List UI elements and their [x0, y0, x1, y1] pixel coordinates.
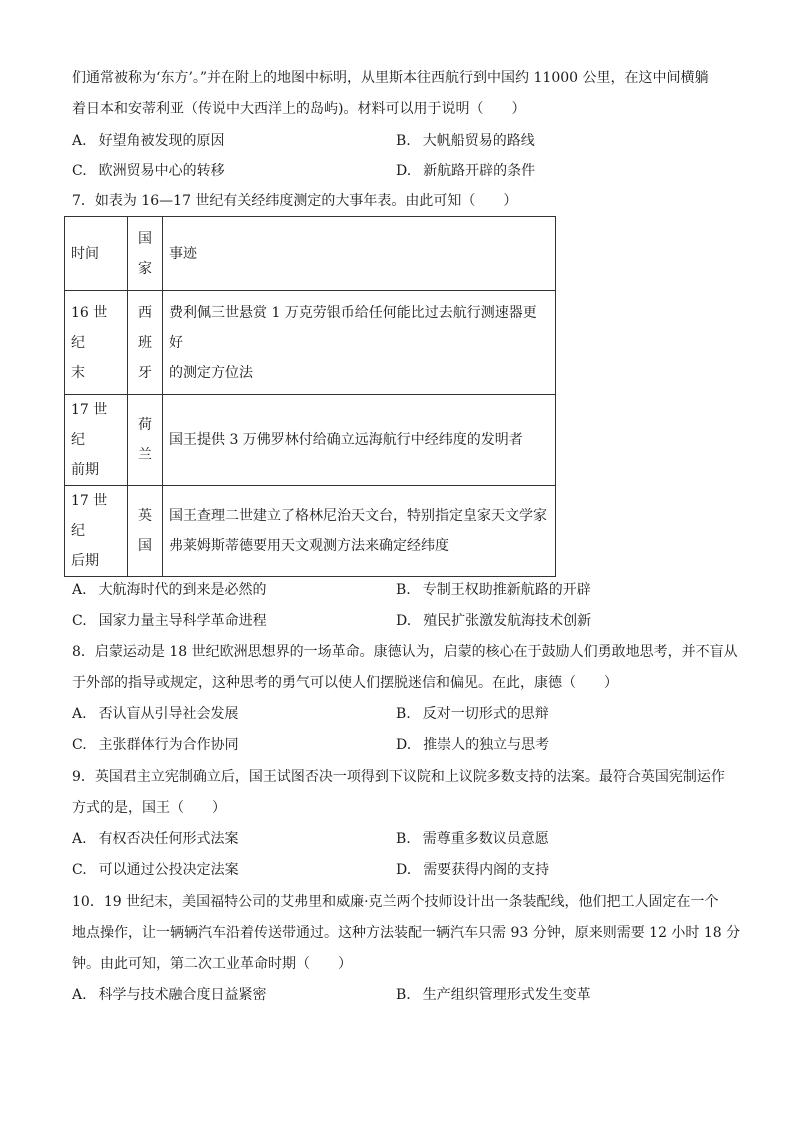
header-time: 时间	[65, 217, 128, 291]
q8-option-a[interactable]: A. 否认盲从引导社会发展	[72, 706, 239, 722]
row-event: 费利佩三世悬赏 1 万克劳银币给任何能比过去航行测速器更好 的测定方位法	[163, 291, 556, 395]
q7-option-a[interactable]: A. 大航海时代的到来是必然的	[72, 582, 267, 598]
q7-option-d[interactable]: D. 殖民扩张激发航海技术创新	[396, 613, 592, 629]
table-row	[65, 486, 556, 577]
q10-stem-line-2: 地点操作，让一辆辆汽车沿着传送带通过。这种方法装配一辆汽车只需 93 分钟，原来则需要 12 小时 18 分	[72, 925, 741, 941]
q10-option-a[interactable]: A. 科学与技术融合度日益紧密	[72, 987, 267, 1003]
q6-option-b[interactable]: B. 大帆船贸易的路线	[396, 133, 535, 149]
q8-stem-line-2: 于外部的指导或规定，这种思考的勇气可以使人们摆脱迷信和偏见。在此，康德（ ）	[72, 675, 618, 691]
q10-stem-line-3: 钟。由此可知，第二次工业革命时期（ ）	[72, 956, 352, 972]
row-time: 17 世纪 后期	[65, 486, 128, 577]
q7-option-b[interactable]: B. 专制王权助推新航路的开辟	[396, 582, 591, 598]
q6-stem-line-1: 们通常被称为‘东方’。”并在附上的地图中标明，从里斯本往西航行到中国约 11000 公里，在这中间横躺	[72, 70, 709, 86]
q9-option-d[interactable]: D. 需要获得内阁的支持	[396, 862, 550, 878]
q10-option-b[interactable]: B. 生产组织管理形式发生变革	[396, 987, 591, 1003]
q7-events-table	[64, 216, 556, 577]
row-country: 英 国	[128, 486, 163, 577]
table-header-row	[65, 217, 556, 291]
q6-option-d[interactable]: D. 新航路开辟的条件	[396, 163, 536, 179]
table-row	[65, 291, 556, 395]
q8-option-d[interactable]: D. 推崇人的独立与思考	[396, 737, 550, 753]
table-row	[65, 395, 556, 486]
q9-stem-line-2: 方式的是，国王（ ）	[72, 800, 226, 816]
row-event: 国王查理二世建立了格林尼治天文台，特别指定皇家天文学家 弗莱姆斯蒂德要用天文观测方法来确定经纬度	[163, 486, 556, 577]
q7-option-c[interactable]: C. 国家力量主导科学革命进程	[72, 613, 267, 629]
q6-stem-line-2: 着日本和安蒂利亚（传说中大西洋上的岛屿)。材料可以用于说明（ ）	[72, 101, 526, 117]
q6-option-c[interactable]: C. 欧洲贸易中心的转移	[72, 163, 225, 179]
header-event: 事迹	[163, 217, 556, 291]
row-country: 西 班 牙	[128, 291, 163, 395]
q9-option-c[interactable]: C. 可以通过公投决定法案	[72, 862, 239, 878]
q9-option-a[interactable]: A. 有权否决任何形式法案	[72, 831, 239, 847]
row-country: 荷 兰	[128, 395, 163, 486]
row-event: 国王提供 3 万佛罗林付给确立远海航行中经纬度的发明者	[163, 395, 556, 486]
header-country: 国 家	[128, 217, 163, 291]
q6-option-a[interactable]: A. 好望角被发现的原因	[72, 133, 225, 149]
q8-stem-line-1: 8．启蒙运动是 18 世纪欧洲思想界的一场革命。康德认为，启蒙的核心在于鼓励人们勇敢地思考，并不盲从	[72, 644, 738, 660]
q8-option-b[interactable]: B. 反对一切形式的思辩	[396, 706, 549, 722]
q10-stem-line-1: 10．19 世纪末，美国福特公司的艾弗里和威廉·克兰两个技师设计出一条装配线，他们把工人固定在一个	[72, 894, 719, 910]
q7-stem: 7．如表为 16—17 世纪有关经纬度测定的大事年表。由此可知（ ）	[72, 193, 518, 209]
row-time: 16 世纪 末	[65, 291, 128, 395]
q9-stem-line-1: 9．英国君主立宪制确立后，国王试图否决一项得到下议院和上议院多数支持的法案。最符合英国宪制运作	[72, 769, 725, 785]
q9-option-b[interactable]: B. 需尊重多数议员意愿	[396, 831, 549, 847]
q8-option-c[interactable]: C. 主张群体行为合作协同	[72, 737, 239, 753]
row-time: 17 世纪 前期	[65, 395, 128, 486]
